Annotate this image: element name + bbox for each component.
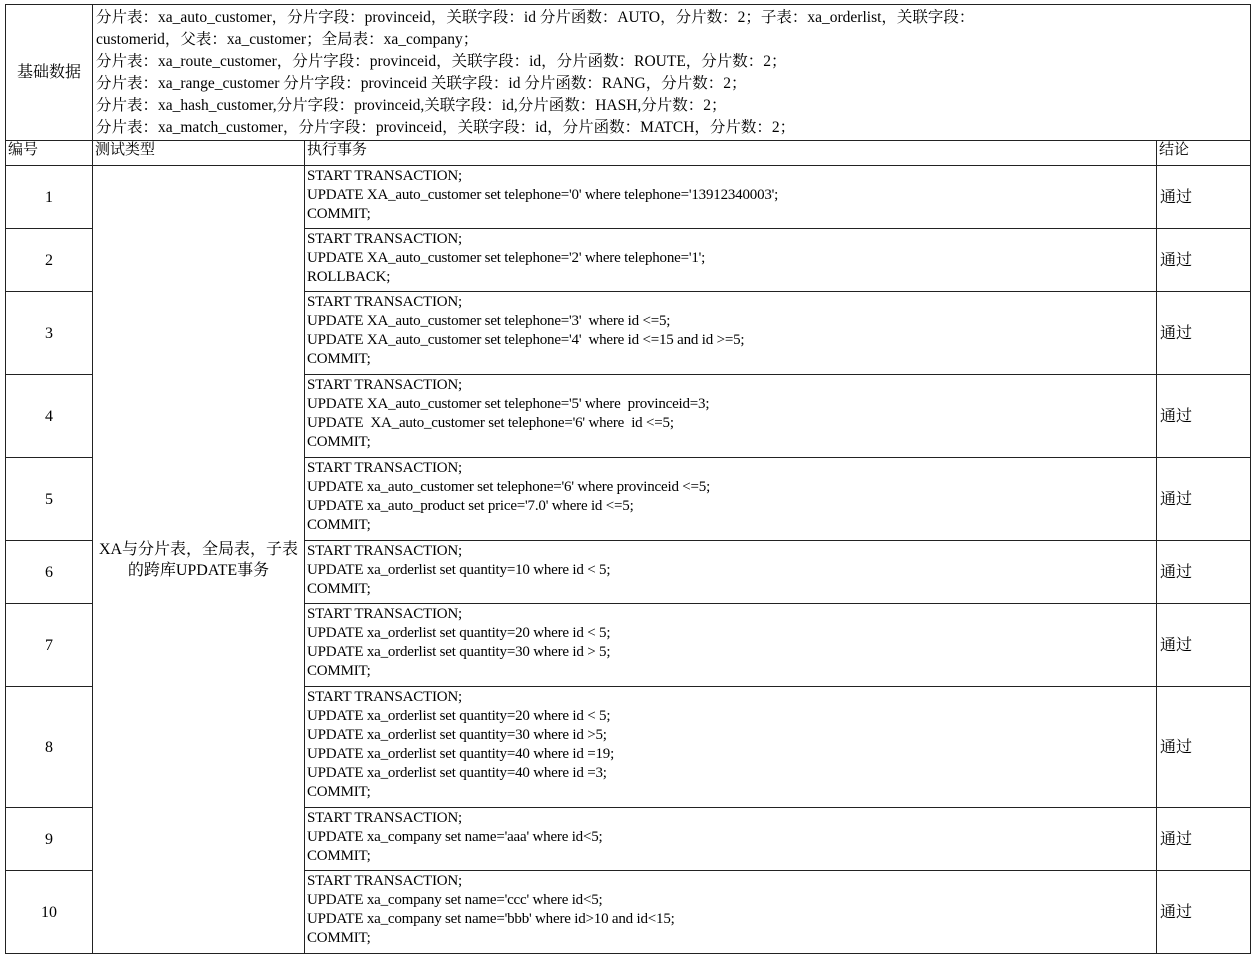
header-transaction: 执行事务 [305, 141, 1157, 166]
sql-line: UPDATE xa_auto_product set price='7.0' where id <=5; [307, 498, 634, 514]
sql-line: START TRANSACTION; [307, 689, 463, 705]
test-case-table [5, 4, 1251, 954]
sql-line: UPDATE xa_orderlist set quantity=10 where id < 5; [307, 562, 611, 578]
transaction-sql [305, 871, 1157, 954]
base-data-text [93, 5, 1251, 141]
transaction-sql [305, 229, 1157, 292]
result-cell: 通过 [1157, 687, 1251, 808]
case-number: 6 [6, 541, 93, 604]
sql-line: START TRANSACTION; [307, 606, 463, 622]
sql-line: COMMIT; [307, 351, 371, 367]
header-test-type: 测试类型 [93, 141, 305, 166]
transaction-sql [305, 808, 1157, 871]
base-data-line: customerid，父表：xa_customer；全局表：xa_company； [96, 31, 479, 48]
sql-line: COMMIT; [307, 581, 371, 597]
sql-line: UPDATE xa_orderlist set quantity=30 where id > 5; [307, 644, 611, 660]
sql-line: UPDATE XA_auto_customer set telephone='0' where telephone='13912340003'; [307, 187, 779, 203]
result-cell: 通过 [1157, 166, 1251, 229]
sql-line: START TRANSACTION; [307, 873, 463, 889]
sql-line: UPDATE xa_orderlist set quantity=20 where id < 5; [307, 708, 611, 724]
sql-line: COMMIT; [307, 930, 371, 946]
transaction-sql [305, 687, 1157, 808]
base-data-line: 分片表：xa_hash_customer,分片字段：provinceid,关联字段：id,分片函数：HASH,分片数：2； [96, 97, 727, 114]
sql-line: COMMIT; [307, 848, 371, 864]
test-case-document [5, 4, 1251, 954]
case-number: 5 [6, 458, 93, 541]
sql-line: UPDATE xa_company set name='bbb' where id>10 and id<15; [307, 911, 675, 927]
transaction-sql [305, 604, 1157, 687]
sql-line: START TRANSACTION; [307, 168, 463, 184]
transaction-sql [305, 375, 1157, 458]
result-cell: 通过 [1157, 292, 1251, 375]
sql-line: START TRANSACTION; [307, 810, 463, 826]
transaction-sql [305, 166, 1157, 229]
case-number: 9 [6, 808, 93, 871]
sql-line: COMMIT; [307, 784, 371, 800]
result-cell: 通过 [1157, 229, 1251, 292]
table-row [6, 166, 1251, 229]
sql-line: START TRANSACTION; [307, 231, 463, 247]
test-type-cell: XA与分片表，全局表，子表的跨库UPDATE事务 [93, 166, 305, 954]
sql-line: UPDATE XA_auto_customer set telephone='2' where telephone='1'; [307, 250, 706, 266]
header-conclusion: 结论 [1157, 141, 1251, 166]
case-number: 2 [6, 229, 93, 292]
sql-line: UPDATE XA_auto_customer set telephone='6' where id <=5; [307, 415, 674, 431]
sql-line: UPDATE XA_auto_customer set telephone='5' where provinceid=3; [307, 396, 710, 412]
sql-line: UPDATE xa_company set name='aaa' where id<5; [307, 829, 603, 845]
result-cell: 通过 [1157, 604, 1251, 687]
base-data-line: 分片表：xa_auto_customer，分片字段：provinceid，关联字段：id 分片函数：AUTO，分片数：2；子表：xa_orderlist，关联字段： [96, 9, 975, 26]
sql-line: COMMIT; [307, 663, 371, 679]
base-data-label: 基础数据 [6, 5, 93, 141]
case-number: 10 [6, 871, 93, 954]
sql-line: COMMIT; [307, 517, 371, 533]
sql-line: UPDATE XA_auto_customer set telephone='4' where id <=15 and id >=5; [307, 332, 745, 348]
case-number: 1 [6, 166, 93, 229]
sql-line: UPDATE xa_auto_customer set telephone='6' where provinceid <=5; [307, 479, 711, 495]
sql-line: START TRANSACTION; [307, 377, 463, 393]
sql-line: START TRANSACTION; [307, 543, 463, 559]
transaction-sql [305, 541, 1157, 604]
result-cell: 通过 [1157, 458, 1251, 541]
transaction-sql [305, 292, 1157, 375]
sql-line: UPDATE xa_orderlist set quantity=20 where id < 5; [307, 625, 611, 641]
base-data-row [6, 5, 1251, 141]
case-number: 8 [6, 687, 93, 808]
header-number: 编号 [6, 141, 93, 166]
sql-line: UPDATE xa_orderlist set quantity=40 where id =3; [307, 765, 607, 781]
result-cell: 通过 [1157, 541, 1251, 604]
header-row [6, 141, 1251, 166]
result-cell: 通过 [1157, 871, 1251, 954]
case-number: 3 [6, 292, 93, 375]
sql-line: UPDATE xa_orderlist set quantity=40 where id =19; [307, 746, 615, 762]
case-number: 7 [6, 604, 93, 687]
result-cell: 通过 [1157, 375, 1251, 458]
base-data-line: 分片表：xa_match_customer，分片字段：provinceid，关联字段：id，分片函数：MATCH，分片数：2； [96, 119, 796, 136]
result-cell: 通过 [1157, 808, 1251, 871]
transaction-sql [305, 458, 1157, 541]
base-data-line: 分片表：xa_range_customer 分片字段：provinceid 关联字段：id 分片函数：RANG，分片数：2； [96, 75, 747, 92]
sql-line: COMMIT; [307, 206, 371, 222]
sql-line: START TRANSACTION; [307, 294, 463, 310]
sql-line: ROLLBACK; [307, 269, 391, 285]
sql-line: UPDATE xa_company set name='ccc' where id<5; [307, 892, 603, 908]
sql-line: START TRANSACTION; [307, 460, 463, 476]
sql-line: UPDATE xa_orderlist set quantity=30 where id >5; [307, 727, 607, 743]
base-data-line: 分片表：xa_route_customer，分片字段：provinceid，关联字段：id，分片函数：ROUTE，分片数：2； [96, 53, 787, 70]
sql-line: UPDATE XA_auto_customer set telephone='3' where id <=5; [307, 313, 671, 329]
sql-line: COMMIT; [307, 434, 371, 450]
case-number: 4 [6, 375, 93, 458]
